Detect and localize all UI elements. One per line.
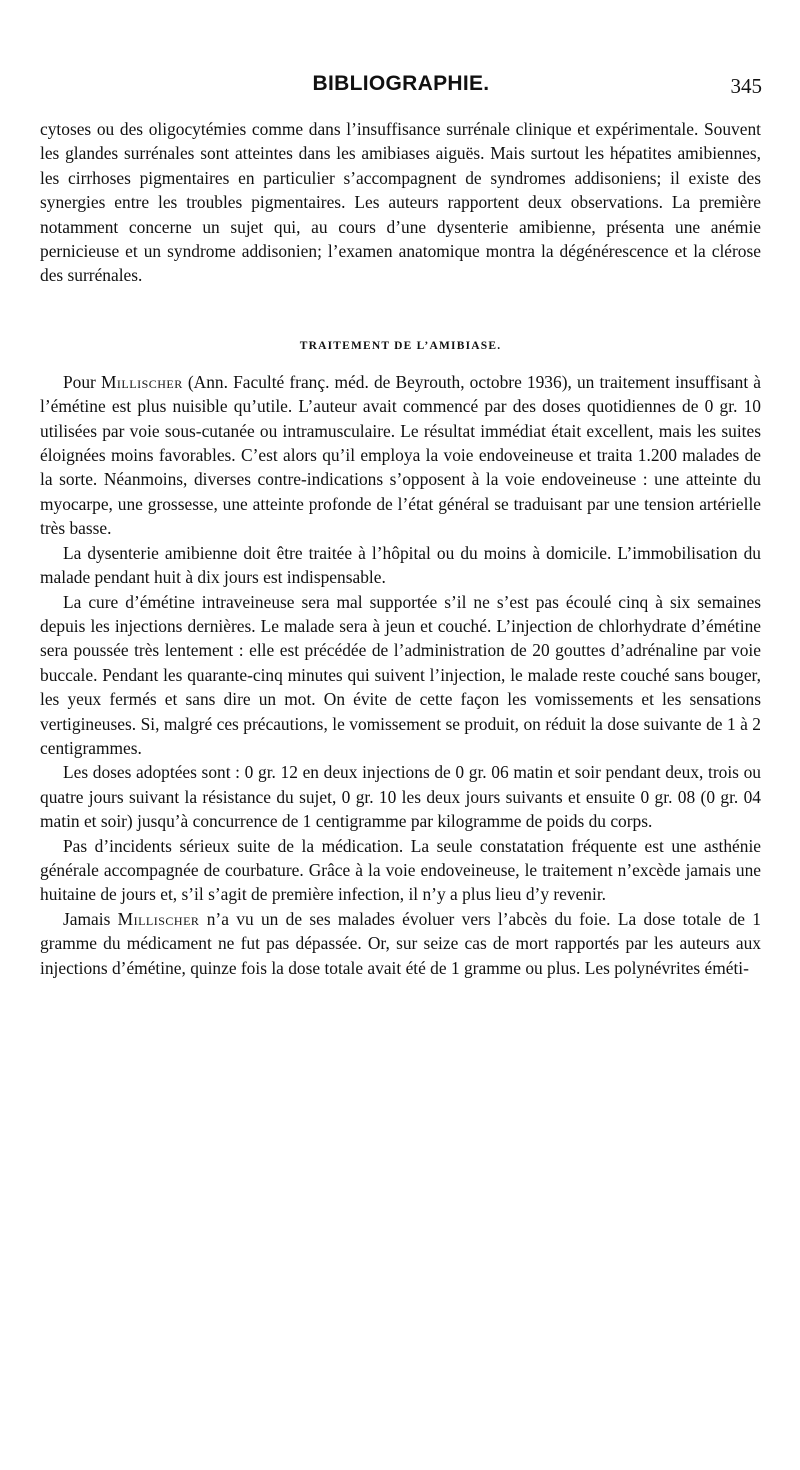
text-run: Jamais bbox=[63, 908, 118, 929]
section-heading: TRAITEMENT DE L’AMIBIASE. bbox=[299, 339, 502, 352]
paragraph-4: Les doses adoptées sont : 0 gr. 12 en deux injections de 0 gr. 06 matin et soir pendant deux, trois ou quatre jours suivant la résistance du sujet, 0 gr. 10 les deux jours suivants et ensuite 0 gr. 08 (0 gr. 04 matin et soir) jusqu’à concurrence de 1 centigramme par kilogramme de poids du corps. bbox=[40, 762, 761, 832]
text-run: (Ann. Faculté franç. méd. de Beyrouth, octobre 1936), un traitement insuffisant à l’émétine est plus nuisible qu’utile. L’auteur avait commencé par des doses quotidiennes de 0 gr. 10 utilisées par voie sous-cutanée ou intramusculaire. Le résultat immédiat était excellent, mais les suites éloignées moins favorables. C’est alors qu’il employa la voie endoveineuse et traita 1.200 malades de la sorte. Néanmoins, diverses contre-indications s’opposent à la voie endoveineuse : une atteinte du myocarpe, une grossesse, une atteinte profonde de l’état général se traduisant par une tension artérielle très basse. bbox=[40, 371, 761, 539]
paragraph-5: Pas d’incidents sérieux suite de la médication. La seule constatation fréquente est une asthénie générale accompagnée de courbature. Grâce à la voie endoveineuse, le traitement n’excède jamais une huitaine de jours et, s’il s’agit de première infection, il n’y a plus lieu d’y revenir. bbox=[40, 835, 761, 905]
author-name: Millischer bbox=[100, 371, 183, 392]
paragraph-3: La cure d’émétine intraveineuse sera mal supportée s’il ne s’est pas écoulé cinq à six semaines depuis les injections dernières. Le malade sera à jeun et couché. L’injection de chlorhydrate d’émétine sera poussée très lentement : elle est précédée de l’administration de 20 gouttes d’adrénaline par voie buccale. Pendant les quarante-cinq minutes qui suivent l’injection, le malade reste couché sans bouger, les yeux fermés et sans dire un mot. On évite de cette façon les vomissements et les sensations vertigineuses. Si, malgré ces précautions, le vomissement se produit, on réduit la dose suivante de 1 à 2 centigrammes. bbox=[40, 591, 761, 758]
intro-paragraph: cytoses ou des oligocytémies comme dans l’insuffisance surrénale clinique et expérimentale. Souvent les glandes surrénales sont atteintes dans les amibiases aiguës. Mais surtout les hépatites amibiennes, les cirrhoses pigmentaires en particulier s’accompagnent de syndromes addisoniens; il existe des synergies entre les troubles pigmentaires. Les auteurs rapportent deux observations. La première notamment concerne un sujet qui, au cours d’une dysenterie amibienne, présenta une anémie pernicieuse et un syndrome addisonien; l’examen anatomique montra la dégénérescence et la clérose des surrénales. bbox=[40, 119, 761, 286]
running-title: BIBLIOGRAPHIE. bbox=[312, 72, 490, 95]
author-name: Millischer bbox=[117, 908, 200, 929]
text-run: Pour bbox=[63, 371, 101, 392]
body-text bbox=[40, 117, 761, 980]
text-run: n’a vu un de ses malades évoluer vers l’abcès du foie. La dose totale de 1 gramme du médicament ne fut pas dépassée. Or, sur seize cas de mort rapportés par les auteurs aux injections d’émétine, quinze fois la dose totale avait été de 1 gramme ou plus. Les polynévrites éméti- bbox=[40, 908, 761, 978]
page-number: 345 bbox=[730, 74, 762, 98]
running-head bbox=[40, 72, 762, 102]
paragraph-2: La dysenterie amibienne doit être traitée à l’hôpital ou du moins à domicile. L’immobilisation du malade pendant huit à dix jours est indispensable. bbox=[40, 542, 761, 588]
paragraph-1 bbox=[40, 370, 761, 541]
paragraph-6 bbox=[40, 907, 761, 980]
